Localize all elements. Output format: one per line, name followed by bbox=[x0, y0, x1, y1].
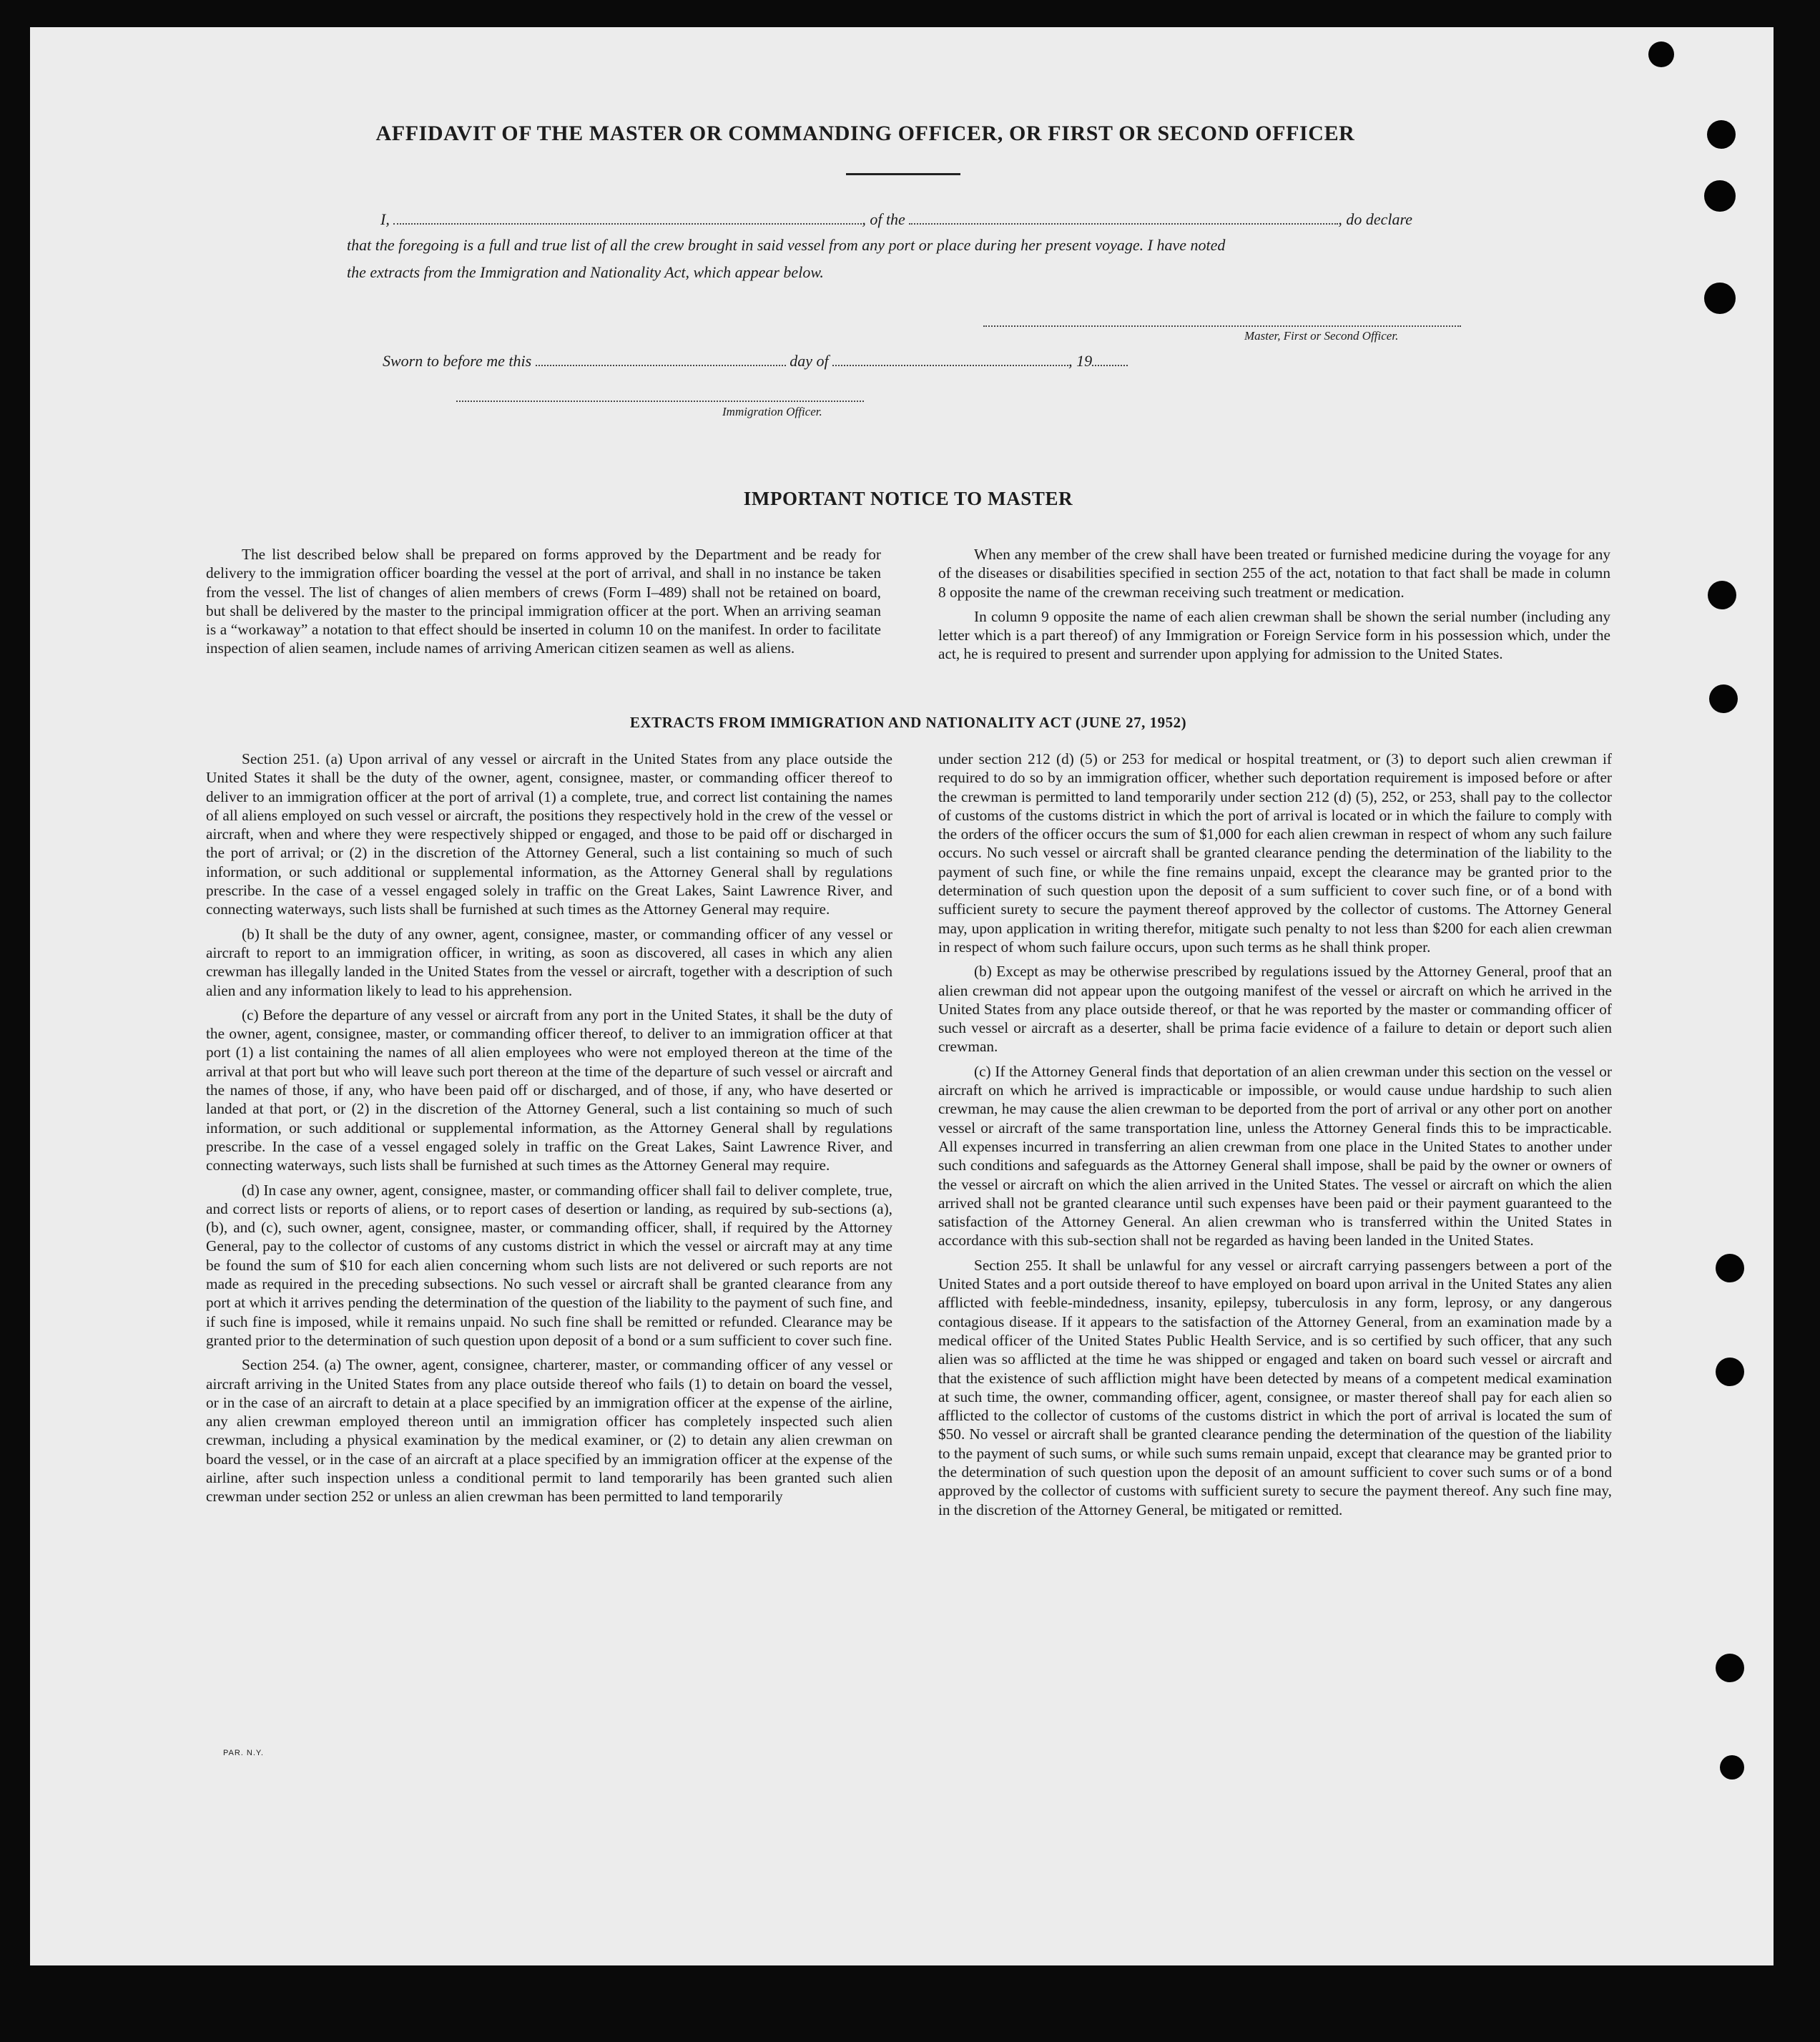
punch-hole bbox=[1704, 180, 1736, 212]
sworn-label: Sworn to before me this bbox=[383, 352, 532, 370]
act-section-paragraph: (c) Before the departure of any vessel or aircraft from any port in the United States, it shall be the duty of the owner, agent, consignee, master, or commanding officer thereof, to deliver to an immigration officer at that port (1) a list containing the names of all alien employees who were not employed thereon at the time of the arrival at that port but who will leave such port thereon at the time of the departure of such vessel or aircraft and the names of those, if any, who have been paid off or discharged, and of those, if any, who have deserted or landed at that port, or (2) in the discretion of the Attorney General, such a list containing so much of such information, or such additional or supplemental information, as the Attorney General shall by regulations prescribe. In the case of a vessel engaged solely in traffic on the Great Lakes, Saint Lawrence River, and connecting waterways, such lists shall be furnished at such times as the Attorney General may require. bbox=[206, 1006, 892, 1174]
act-section-paragraph: (d) In case any owner, agent, consignee, master, or commanding officer shall fail to deliver complete, true, and correct lists or reports of aliens, or to report cases of desertion or landing, as required by sub-sections (a), (b), and (c), such owner, agent, consignee, master, or commanding officer, shall, if required by the Attorney General, pay to the collector of customs of any customs district in which the vessel or aircraft may at any time be found the sum of $10 for each alien concerning whom such lists are not delivered or such reports are not made as required in the preceding subsections. No such vessel or aircraft shall be granted clearance from any port at which it arrives pending the determination of the question of the liability to the payment of such fine, and if such fine is imposed, while it remains unpaid. No such fine shall be remitted or refunded. Clearance may be granted prior to the determination of such question upon deposit of a bond or a sum sufficient to cover such fine. bbox=[206, 1181, 892, 1349]
year-blank bbox=[1092, 350, 1128, 366]
officer-signature-line bbox=[456, 401, 864, 402]
act-section-paragraph: Section 254. (a) The owner, agent, consignee, charterer, master, or commanding officer of any vessel or aircraft arriving in the United States from any place outside thereof who fails (1) to detain on board the vessel, or in the case of an aircraft to detain at a place specified by an immigration officer at the expense of the airline, any alien crewman employed thereon until an immigration officer has completely inspected such alien crewman, including a physical examination by the medical examiner, or (2) to detain any alien crewman on board the vessel, or in the case of an aircraft at a place specified by an immigration officer at the expense of the airline, after such inspection unless a conditional permit to land temporarily has been granted such alien crewman under section 252 or unless an alien crewman has been permitted to land temporarily bbox=[206, 1356, 892, 1506]
declarant-name-blank bbox=[393, 209, 862, 225]
day-blank bbox=[536, 350, 786, 366]
notice-right-column bbox=[938, 545, 1610, 669]
title-rule bbox=[846, 173, 960, 175]
punch-hole bbox=[1704, 283, 1736, 314]
notice-paragraph: In column 9 opposite the name of each alien crewman shall be shown the serial number (including any letter which is a part thereof) of any Immigration or Foreign Service form in his possession which, under the act, he is required to present and surrender upon applying for admission to the United States. bbox=[938, 607, 1610, 663]
punch-hole bbox=[1707, 120, 1736, 149]
punch-hole bbox=[1716, 1654, 1744, 1682]
master-signature-line bbox=[983, 325, 1461, 327]
of-the-label: , of the bbox=[862, 210, 905, 228]
punch-hole bbox=[1648, 41, 1674, 67]
affidavit-text-line: that the foregoing is a full and true list of all the crew brought in said vessel from any port or place during her present voyage. I have noted bbox=[347, 236, 1226, 254]
punch-hole bbox=[1720, 1755, 1744, 1780]
month-blank bbox=[832, 350, 1068, 366]
officer-signature-label: Immigration Officer. bbox=[722, 405, 822, 418]
punch-hole bbox=[1716, 1358, 1744, 1386]
extracts-right-column bbox=[938, 750, 1612, 1525]
act-section-paragraph: Section 251. (a) Upon arrival of any vessel or aircraft in the United States from any place outside the United States it shall be the duty of the owner, agent, consignee, master, or commanding officer thereof to deliver to an immigration officer at the port of arrival (1) a complete, true, and correct list containing the names of all aliens employed on such vessel or aircraft, the positions they respectively hold in the crew of the vessel or aircraft, when and where they were respectively shipped or engaged, and those to be paid off or discharged in the port of arrival; or (2) in the discretion of the Attorney General, such a list containing so much of such information, or such additional or supplemental information, as the Attorney General shall by regulations prescribe. In the case of a vessel engaged solely in traffic on the Great Lakes, Saint Lawrence River, and connecting waterways, such lists shall be furnished at such times as the Attorney General may require. bbox=[206, 750, 892, 918]
do-declare-label: , do declare bbox=[1338, 210, 1412, 228]
act-section-paragraph: (c) If the Attorney General finds that deportation of an alien crewman under this section on the vessel or aircraft on which he arrived is impracticable or impossible, or would cause undue hardship to such alien crewman, he may cause the alien crewman to be deported from the port of arrival or any other port on another vessel or aircraft of the same transportation line, unless the Attorney General finds this to be impracticable. All expenses incurred in transferring an alien crewman from one place in the United States to another under such conditions and safeguards as the Attorney General shall impose, shall be paid by the owner or owners of the vessel or aircraft on which the alien arrived in the United States. The vessel or aircraft on which the alien arrived shall not be granted clearance until such expenses have been paid or their payment guaranteed to the satisfaction of the Attorney General. An alien crewman who is transferred within the United States in accordance with this sub-section shall not be regarded as having been landed in the United States. bbox=[938, 1062, 1612, 1250]
extracts-left-column bbox=[206, 750, 892, 1512]
punch-hole bbox=[1716, 1254, 1744, 1282]
notice-title: IMPORTANT NOTICE TO MASTER bbox=[743, 488, 1073, 509]
sworn-line bbox=[383, 350, 1128, 370]
notice-paragraph: The list described below shall be prepared on forms approved by the Department and be ready for delivery to the immigration officer boarding the vessel at the port of arrival, and shall in no instance be taken from the vessel. The list of changes of alien members of crews (Form I–489) shall not be retained on board, but shall be delivered by the master to the principal immigration officer at the port. When an arriving seaman is a “workaway” a notation to that effect should be inserted in column 10 on the manifest. In order to facilitate inspection of alien seamen, include names of arriving American citizen seamen as well as aliens. bbox=[206, 546, 881, 657]
master-signature-label: Master, First or Second Officer. bbox=[1244, 329, 1399, 343]
extracts-title: EXTRACTS FROM IMMIGRATION AND NATIONALITY ACT (JUNE 27, 1952) bbox=[629, 714, 1187, 731]
declaration-line bbox=[380, 209, 1412, 229]
act-section-paragraph: under section 212 (d) (5) or 253 for medical or hospital treatment, or (3) to deport such alien crewman if required to do so by an immigration officer, whether such deportation requirement is imposed before or after the crewman is permitted to land temporarily under section 212 (d) (5), 252, or 253, shall pay to the collector of customs of the customs district in which the port of arrival is located or in which the failure to comply with the orders of the officer occurs the sum of $1,000 for each alien crewman in respect of whom any such failure occurs. No such vessel or aircraft shall be granted clearance pending the determination of the liability to the payment of such fine, or while the fine remains unpaid, except the clearance may be granted prior to the determination of such question upon the deposit of a sum sufficient to cover such fine, or of a bond with sufficient surety to secure the payment thereof approved by the collector of customs. The Attorney General may, upon application in writing therefor, mitigate such penalty to not less than $200 for each alien crewman in respect of whom such failure occurs, upon such terms as he shall think proper. bbox=[938, 750, 1612, 956]
act-section-paragraph: Section 255. It shall be unlawful for any vessel or aircraft carrying passengers between a port of the United States and a port outside thereof to have employed on board upon arrival in the United States any alien afflicted with feeble-mindedness, insanity, epilepsy, tuberculosis in any form, leprosy, or any dangerous contagious disease. If it appears to the satisfaction of the Attorney General, from an examination made by a medical officer of the United States Public Health Service, and is so certified by such officer, that any such alien was so afflicted at the time he was shipped or engaged and taken on board such vessel or aircraft and that the existence of such affliction might have been detected by means of a competent medical examination at such time, the owner, commanding officer, agent, consignee, or master thereof shall pay for each alien so afflicted to the collector of customs of the customs district in which the port of arrival is located the sum of $50. No vessel or aircraft shall be granted clearance pending the determination of the question of the liability to the payment of such sums, or while such sums remain unpaid, except that clearance may be granted prior to the determination of such question upon the deposit of an amount sufficient to cover such sums or of a bond approved by the collector of customs with sufficient surety to secure the payment thereof. Any such fine may, in the discretion of the Attorney General, be mitigated or remitted. bbox=[938, 1256, 1612, 1518]
day-of-label: day of bbox=[790, 352, 829, 370]
notice-left-column bbox=[206, 545, 881, 664]
affidavit-text-line: the extracts from the Immigration and Nationality Act, which appear below. bbox=[347, 263, 824, 281]
act-section-paragraph: (b) It shall be the duty of any owner, agent, consignee, master, or commanding officer of any vessel or aircraft to report to an immigration officer, in writing, as soon as discovered, all cases in which any alien crewman has illegally landed in the United States from the vessel or aircraft, together with a description of such alien and any information likely to lead to his apprehension. bbox=[206, 925, 892, 999]
affidavit-title: AFFIDAVIT OF THE MASTER OR COMMANDING OFFICER, OR FIRST OR SECOND OFFICER bbox=[375, 122, 1355, 145]
printer-mark: PAR. N.Y. bbox=[223, 1749, 264, 1757]
notice-paragraph: When any member of the crew shall have been treated or furnished medicine during the voyage for any of the diseases or disabilities specified in section 255 of the act, notation to that fact shall be made in column 8 opposite the name of the crewman receiving such treatment or medication. bbox=[938, 546, 1610, 601]
act-section-paragraph: (b) Except as may be otherwise prescribed by regulations issued by the Attorney General, proof that an alien crewman did not appear upon the outgoing manifest of the vessel or aircraft on which he arrived in the United States from any place outside thereof, or that he was reported by the master or commanding officer of such vessel or aircraft as a deserter, shall be prima facie evidence of a failure to detain or deport such alien crewman. bbox=[938, 963, 1612, 1056]
punch-hole bbox=[1708, 581, 1736, 609]
year-label: , 19 bbox=[1068, 352, 1093, 370]
punch-hole bbox=[1709, 684, 1738, 713]
vessel-name-blank bbox=[909, 209, 1338, 225]
declarant-label: I, bbox=[380, 210, 390, 228]
